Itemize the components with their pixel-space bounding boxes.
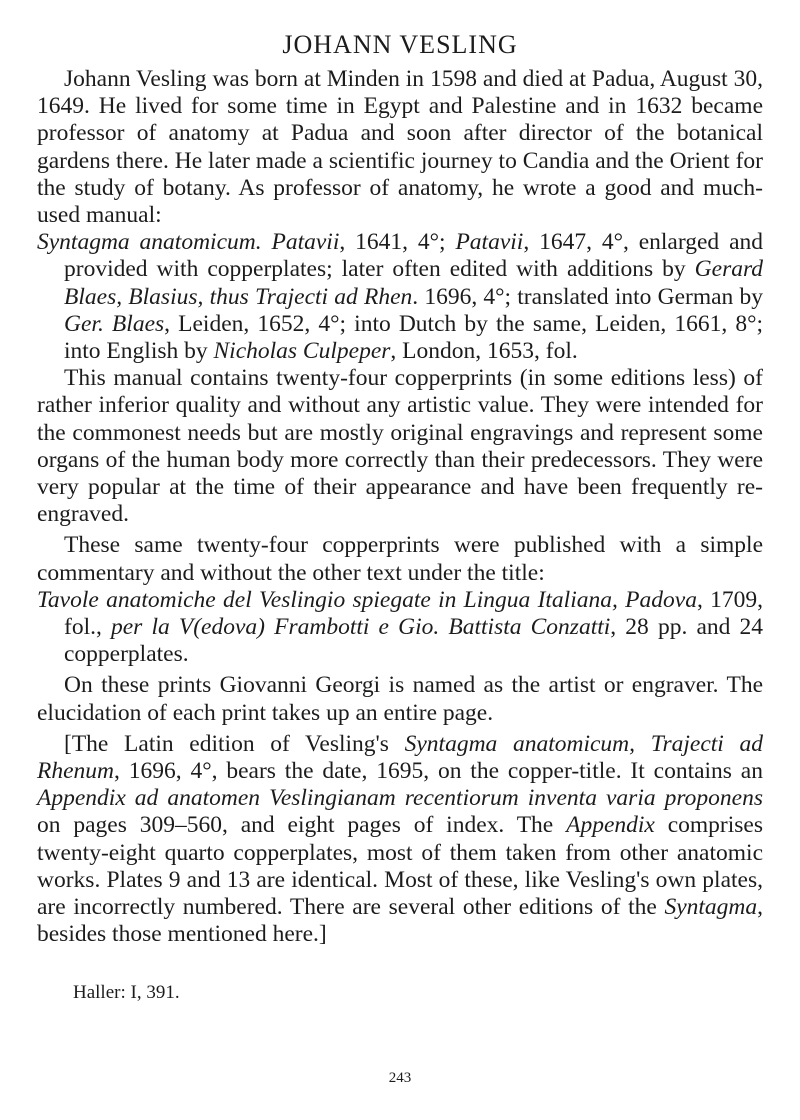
italic-text-run: Ger. Blaes xyxy=(64,310,165,337)
italic-text-run: Appendix xyxy=(566,812,655,839)
text-run: , Leiden, 1652, 4°; into Dutch by the same, Leiden, 1661, 8°; into English by xyxy=(64,310,764,365)
text-run: , besides those mentioned here.] xyxy=(37,894,763,948)
text-run: comprises twenty-eight quarto copperplates, most of them taken from other anatomic works. Plates 9 and 13 are identical. Most of these, like Vesling's own plates, are incorrectly numbered. There are several other editions of the xyxy=(37,812,763,921)
text-run: , 1696, 4°, bears the date, 1695, on the copper-title. It contains an xyxy=(114,758,763,785)
italic-text-run: Syntagma anatomicum, Trajecti ad Rhenum xyxy=(37,730,763,785)
haller-reference: Haller: I, 391. xyxy=(73,982,180,1003)
text-run: , London, 1653, fol. xyxy=(390,338,578,365)
italic-text-run: Nicholas Culpeper xyxy=(213,338,391,365)
text-run: . 1696, 4°; translated into German by xyxy=(412,283,763,310)
text-run: Johann Vesling was born at Minden in 1598 and died at Padua, August 30, 1649. He lived for some time in Egypt and Palestine and in 1632 became professor of anatomy at Padua and soon after director of the botanical gardens there. He later made a scientific journey to Candia and the Orient for the study of botany. As professor of anatomy, he wrote a good and much-used manual: xyxy=(37,66,763,229)
italic-text-run: Syntagma xyxy=(664,894,758,921)
text-run: , 1641, 4°; xyxy=(339,229,456,256)
text-run: , 1647, 4°, enlarged and provided with copperplates; later often edited with additions by xyxy=(64,229,763,283)
paragraph-biography xyxy=(37,66,763,229)
paragraph-syntagma-editions xyxy=(37,229,763,365)
text-run: on pages 309–560, and eight pages of index. The xyxy=(37,812,567,839)
text-run: On these prints Giovanni Georgi is named as the artist or engraver. The elucidation of each print takes up an entire page. xyxy=(37,672,763,726)
italic-text-run: per la V(edova) Frambotti e Gio. Battista Conzatti xyxy=(111,614,611,641)
text-run: This manual contains twenty-four copperprints (in some editions less) of rather inferior quality and without any artistic value. They were intended for the commonest needs but are mostly original engravings and represent some organs of the human body more correctly than their predecessors. They were very popular at the time of their appearance and have been frequently re-engraved. xyxy=(37,365,763,528)
page-number: 243 xyxy=(388,1070,412,1086)
body-text xyxy=(37,66,763,949)
paragraph-georgi xyxy=(37,672,763,726)
italic-text-run: Syntagma anatomicum. Patavii xyxy=(37,229,340,256)
paragraph-latin-edition-note xyxy=(37,731,763,949)
text-run: These same twenty-four copperprints were published with a simple commentary and without the other text under the title: xyxy=(37,532,763,586)
italic-text-run: Appendix ad anatomen Veslingianam recentiorum inventa varia proponens xyxy=(37,785,763,812)
paragraph-manual-description xyxy=(37,365,763,528)
paragraph-tavole-intro xyxy=(37,532,763,586)
italic-text-run: Gerard Blaes, Blasius, thus Trajecti ad Rhen xyxy=(64,256,763,310)
text-run: [The Latin edition of Vesling's xyxy=(64,730,405,757)
italic-text-run: Patavii xyxy=(455,229,524,256)
italic-text-run: Tavole anatomiche del Veslingio spiegate in Lingua Italiana, Padova xyxy=(37,586,697,613)
text-run: , 28 pp. and 24 copperplates. xyxy=(64,614,764,668)
page-title: JOHANN VESLING xyxy=(282,30,518,59)
text-run: , 1709, fol., xyxy=(64,586,763,641)
paragraph-tavole-citation xyxy=(37,587,763,669)
